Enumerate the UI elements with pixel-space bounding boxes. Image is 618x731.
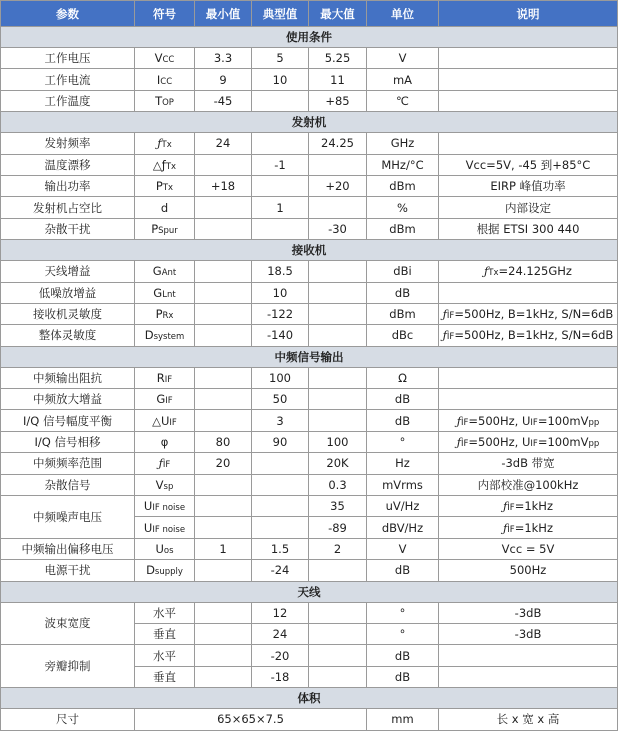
typ-cell: -24 [252,560,309,581]
note-cell [439,303,618,324]
typ-cell: 100 [252,367,309,388]
symbol-sub: supply [154,567,183,578]
symbol-cell [135,282,195,303]
min-cell: 20 [195,453,252,474]
symbol-main: U [143,520,153,535]
symbol-sub: IF noise [152,503,186,514]
max-cell [309,623,367,644]
note-cell [439,325,618,346]
typ-cell: 1.5 [252,538,309,559]
col-header-param: 参数 [1,1,135,27]
min-cell [195,282,252,303]
symbol-cell: 垂直 [135,666,195,687]
note-cell: Vcc = 5V [439,538,618,559]
unit-cell: ℃ [367,90,439,111]
symbol-main: R [156,370,165,385]
max-cell: +85 [309,90,367,111]
symbol-main: G [153,285,163,300]
note-symbol: ƒ [503,499,508,514]
note-text: =500Hz, B=1kHz, S/N=6dB [454,328,614,343]
param-cell: 尺寸 [1,709,135,730]
symbol-sub: IF [162,460,171,471]
note-cell: 长 x 宽 x 高 [439,709,618,730]
note-cell: 500Hz [439,560,618,581]
unit-cell: Hz [367,453,439,474]
table-row [1,709,618,730]
symbol-sub: CC [162,55,175,66]
note-text: =1kHz [514,520,553,535]
note-sub: IF [530,417,538,428]
note-sub: IF [461,439,469,450]
table-row [1,602,618,623]
table-row [1,453,618,474]
table-row [1,282,618,303]
typ-cell: 3 [252,410,309,431]
max-cell: 2 [309,538,367,559]
table-row [1,560,618,581]
note-text: =500Hz, U [468,413,531,428]
unit-cell: GHz [367,133,439,154]
max-cell: 11 [309,69,367,90]
symbol-main: ƒ [158,456,163,471]
note-cell: 内部校准@100kHz [439,474,618,495]
note-cell: Vcc=5V, -45 到+85°C [439,154,618,175]
note-sub: IF [461,417,469,428]
param-cell: 波束宽度 [1,602,135,645]
max-cell [309,367,367,388]
symbol-sub: CC [160,76,173,87]
param-cell: 低噪放增益 [1,282,135,303]
note-cell [439,48,618,69]
max-cell: 0.3 [309,474,367,495]
unit-cell: V [367,538,439,559]
unit-cell: dBi [367,261,439,282]
symbol-cell [135,538,195,559]
symbol-cell [135,560,195,581]
param-cell: 天线增益 [1,261,135,282]
symbol-cell: 垂直 [135,623,195,644]
typ-cell: 50 [252,389,309,410]
note-text: =500Hz, B=1kHz, S/N=6dB [454,307,614,322]
typ-cell: -122 [252,303,309,324]
note-cell [439,431,618,452]
symbol-sub: IF noise [152,524,186,535]
symbol-sub: Rx [162,311,174,322]
note-sub: IF [530,439,538,450]
note-cell [439,261,618,282]
note-symbol: ƒ [442,307,447,322]
max-cell [309,261,367,282]
unit-cell: dBc [367,325,439,346]
symbol-sub: IF [169,417,177,428]
symbol-sub: sp [163,481,174,492]
col-header-symbol: 符号 [135,1,195,27]
min-cell [195,623,252,644]
symbol-cell [135,325,195,346]
table-row [1,496,618,517]
unit-cell: dBm [367,303,439,324]
table-row [1,48,618,69]
section-title: 中频信号输出 [1,346,618,367]
header-row [1,1,618,27]
min-cell [195,517,252,538]
typ-cell: 10 [252,282,309,303]
symbol-cell [135,197,195,218]
symbol-main: I [156,72,161,87]
note-sub: Tx [488,268,499,279]
typ-cell: -140 [252,325,309,346]
typ-cell [252,133,309,154]
note-symbol: ƒ [456,435,461,450]
table-row [1,389,618,410]
note-symbol: ƒ [456,413,461,428]
param-cell: 整体灵敏度 [1,325,135,346]
note-cell [439,133,618,154]
symbol-main: G [156,392,166,407]
unit-cell: dB [367,282,439,303]
section-row [1,581,618,602]
typ-cell [252,517,309,538]
param-cell: 输出功率 [1,175,135,196]
symbol-cell [135,154,195,175]
max-cell: +20 [309,175,367,196]
symbol-cell [135,48,195,69]
param-cell: 发射频率 [1,133,135,154]
param-cell: 工作电压 [1,48,135,69]
symbol-cell [135,90,195,111]
min-cell: 3.3 [195,48,252,69]
col-header-note: 说明 [439,1,618,27]
note-symbol: ƒ [503,520,508,535]
unit-cell: mVrms [367,474,439,495]
symbol-cell: 水平 [135,602,195,623]
symbol-main: D [146,563,155,578]
note-cell [439,645,618,666]
note-symbol: ƒ [442,328,447,343]
min-cell [195,560,252,581]
param-cell: 工作电流 [1,69,135,90]
section-row [1,112,618,133]
table-row [1,431,618,452]
symbol-main: d [160,200,169,215]
param-cell: 中频噪声电压 [1,496,135,539]
note-cell [439,666,618,687]
typ-cell: -18 [252,666,309,687]
symbol-cell [135,474,195,495]
section-title: 天线 [1,581,618,602]
symbol-cell [135,303,195,324]
max-cell: 20K [309,453,367,474]
col-header-unit: 单位 [367,1,439,27]
min-cell [195,325,252,346]
min-cell: +18 [195,175,252,196]
symbol-main: φ [160,435,169,450]
symbol-main: U [143,499,153,514]
symbol-sub: Tx [162,183,174,194]
symbol-sub: system [153,332,185,343]
symbol-main: V [155,477,164,492]
dimension-value-cell: 65×65×7.5 [135,709,367,730]
table-row [1,261,618,282]
typ-cell: 90 [252,431,309,452]
note-symbol: ƒ [484,264,489,279]
note-sub: IF [507,503,515,514]
symbol-cell [135,517,195,538]
symbol-main: △U [152,413,170,428]
table-row [1,410,618,431]
symbol-cell [135,175,195,196]
note-sub: pp [588,417,600,428]
table-row [1,175,618,196]
note-cell [439,282,618,303]
section-row [1,240,618,261]
param-cell: 旁瓣抑制 [1,645,135,688]
min-cell: 80 [195,431,252,452]
symbol-sub: Lnt [162,289,176,300]
min-cell: 24 [195,133,252,154]
note-text: =24.125GHz [498,264,572,279]
col-header-typ: 典型值 [252,1,309,27]
note-text: =1kHz [514,499,553,514]
min-cell [195,154,252,175]
symbol-cell: 水平 [135,645,195,666]
param-cell: 中频输出偏移电压 [1,538,135,559]
typ-cell: 18.5 [252,261,309,282]
param-cell: I/Q 信号幅度平衡 [1,410,135,431]
param-cell: 温度漂移 [1,154,135,175]
note-cell [439,90,618,111]
note-cell: -3dB [439,623,618,644]
symbol-main: P [151,221,159,236]
symbol-cell [135,261,195,282]
symbol-main: △ƒ [152,157,166,172]
typ-cell [252,175,309,196]
note-cell [439,389,618,410]
unit-cell: dB [367,666,439,687]
min-cell [195,218,252,239]
max-cell [309,389,367,410]
max-cell: -30 [309,218,367,239]
section-title: 接收机 [1,240,618,261]
typ-cell [252,218,309,239]
unit-cell: mA [367,69,439,90]
max-cell [309,560,367,581]
min-cell [195,496,252,517]
typ-cell [252,453,309,474]
unit-cell: ° [367,602,439,623]
col-header-min: 最小值 [195,1,252,27]
section-title: 发射机 [1,112,618,133]
unit-cell: ° [367,431,439,452]
symbol-cell [135,389,195,410]
min-cell: -45 [195,90,252,111]
table-row [1,218,618,239]
param-cell: 中频放大增益 [1,389,135,410]
note-sub: pp [588,439,600,450]
max-cell [309,325,367,346]
symbol-main: ƒ [157,136,162,151]
note-cell: -3dB 带宽 [439,453,618,474]
max-cell [309,154,367,175]
min-cell: 9 [195,69,252,90]
typ-cell: 1 [252,197,309,218]
param-cell: 工作温度 [1,90,135,111]
max-cell [309,645,367,666]
typ-cell: 24 [252,623,309,644]
symbol-cell [135,431,195,452]
unit-cell: dB [367,560,439,581]
max-cell [309,410,367,431]
unit-cell: dBm [367,218,439,239]
table-row [1,69,618,90]
param-cell: 杂散干扰 [1,218,135,239]
min-cell [195,410,252,431]
typ-cell: -20 [252,645,309,666]
min-cell [195,474,252,495]
table-row [1,90,618,111]
symbol-sub: Spur [158,225,178,236]
note-sub: IF [446,311,455,322]
section-title: 使用条件 [1,27,618,48]
symbol-sub: IF [164,374,173,385]
unit-cell: % [367,197,439,218]
unit-cell: Ω [367,367,439,388]
table-row [1,367,618,388]
symbol-cell [135,218,195,239]
section-row [1,346,618,367]
note-sub: IF [446,332,455,343]
note-sub: IF [507,524,515,535]
max-cell [309,197,367,218]
section-row [1,27,618,48]
param-cell: 发射机占空比 [1,197,135,218]
symbol-sub: OP [162,97,174,108]
unit-cell: ° [367,623,439,644]
max-cell [309,602,367,623]
table-row [1,197,618,218]
param-cell: 中频频率范围 [1,453,135,474]
unit-cell: dB [367,389,439,410]
typ-cell [252,474,309,495]
symbol-sub: Tx [161,140,172,151]
typ-cell [252,496,309,517]
note-cell [439,410,618,431]
table-row [1,474,618,495]
symbol-sub: os [163,546,174,556]
unit-cell: uV/Hz [367,496,439,517]
note-cell: -3dB [439,602,618,623]
max-cell: 24.25 [309,133,367,154]
symbol-main: D [144,328,154,343]
unit-cell: dBm [367,175,439,196]
min-cell [195,303,252,324]
typ-cell: 10 [252,69,309,90]
unit-cell: dBV/Hz [367,517,439,538]
section-title: 体积 [1,688,618,709]
symbol-main: V [154,51,163,66]
table-row [1,133,618,154]
max-cell: -89 [309,517,367,538]
note-cell [439,69,618,90]
note-cell: EIRP 峰值功率 [439,175,618,196]
table-row [1,154,618,175]
min-cell [195,666,252,687]
table-row [1,303,618,324]
symbol-main: T [155,93,163,108]
typ-cell: 5 [252,48,309,69]
param-cell: I/Q 信号相移 [1,431,135,452]
symbol-sub: IF [165,396,173,407]
symbol-cell [135,496,195,517]
symbol-cell [135,367,195,388]
min-cell [195,389,252,410]
unit-cell: dB [367,410,439,431]
param-cell: 中频输出阻抗 [1,367,135,388]
note-text: =100mV [537,413,589,428]
note-cell [439,496,618,517]
param-cell: 杂散信号 [1,474,135,495]
unit-cell: V [367,48,439,69]
unit-cell: mm [367,709,439,730]
symbol-cell [135,410,195,431]
symbol-sub: Ant [161,268,177,279]
note-cell [439,517,618,538]
symbol-cell [135,133,195,154]
typ-cell [252,90,309,111]
table-row [1,325,618,346]
symbol-main: P [155,307,163,322]
typ-cell: 12 [252,602,309,623]
note-text: =500Hz, U [468,435,531,450]
max-cell: 5.25 [309,48,367,69]
max-cell: 35 [309,496,367,517]
unit-cell: dB [367,645,439,666]
col-header-max: 最大值 [309,1,367,27]
symbol-sub: Tx [165,161,177,172]
note-text: =100mV [537,435,589,450]
typ-cell: -1 [252,154,309,175]
min-cell [195,367,252,388]
param-cell: 接收机灵敏度 [1,303,135,324]
note-cell: 内部设定 [439,197,618,218]
max-cell [309,303,367,324]
symbol-main: P [155,179,163,194]
symbol-main: U [155,542,164,556]
symbol-cell [135,69,195,90]
table-row [1,538,618,559]
min-cell [195,261,252,282]
param-cell: 电源干扰 [1,560,135,581]
min-cell: 1 [195,538,252,559]
min-cell [195,645,252,666]
unit-cell: MHz/°C [367,154,439,175]
symbol-main: G [152,264,162,279]
max-cell [309,666,367,687]
min-cell [195,197,252,218]
symbol-cell [135,453,195,474]
section-row [1,688,618,709]
table-row [1,645,618,666]
min-cell [195,602,252,623]
max-cell: 100 [309,431,367,452]
max-cell [309,282,367,303]
note-cell: 根据 ETSI 300 440 [439,218,618,239]
note-cell [439,367,618,388]
